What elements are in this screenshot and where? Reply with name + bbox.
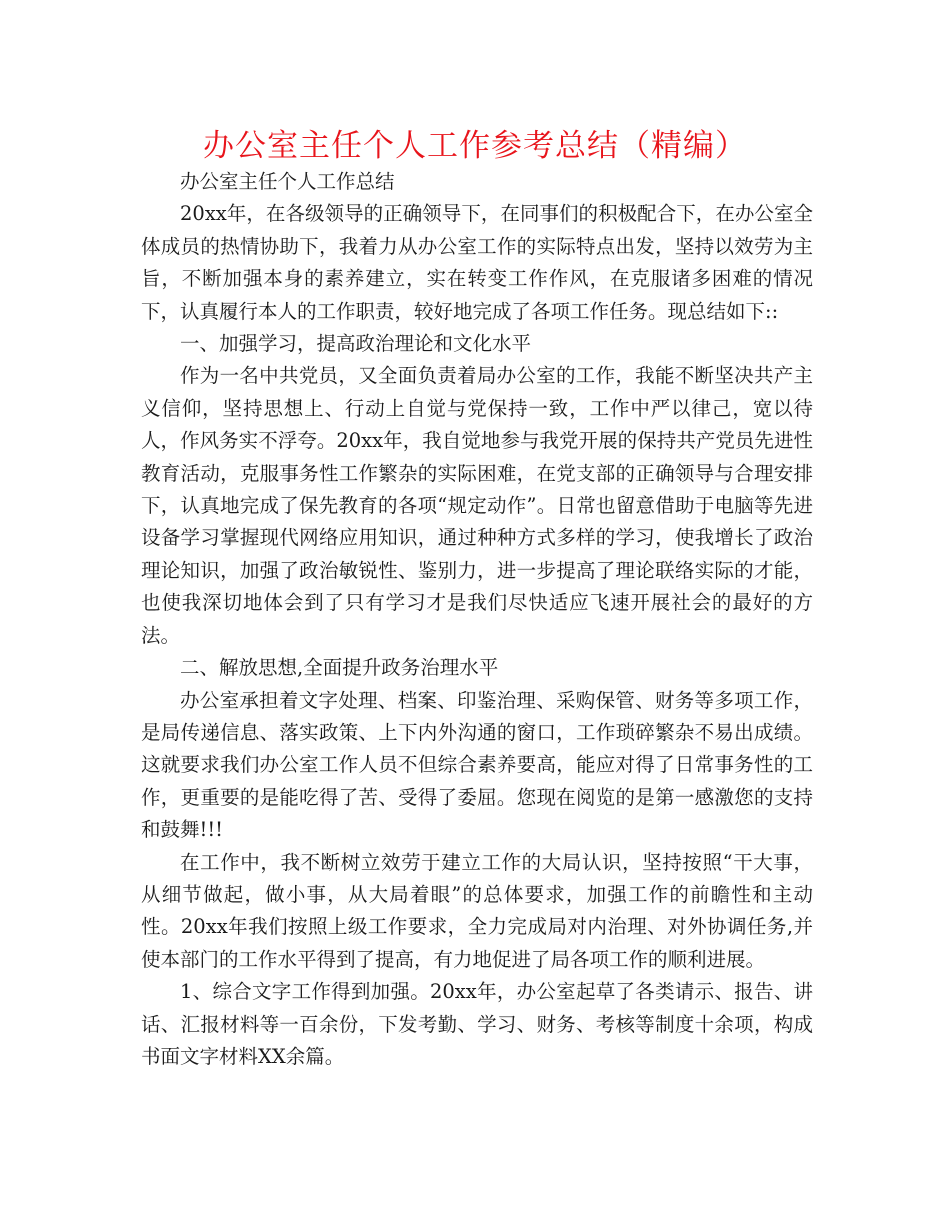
- intro-paragraph: 20xx年，在各级领导的正确领导下，在同事们的积极配合下，在办公室全体成员的热情协助下，我着力从办公室工作的实际特点出发，坚持以效劳为主旨，不断加强本身的素养建立，实在转变工作作风，在克服诸多困难的情况下，认真履行本人的工作职责，较好地完成了各项工作任务。现总结如下::: [141, 202, 813, 323]
- section-heading-1: 一、加强学习，提高政治理论和文化水平: [180, 332, 532, 356]
- body-paragraph: 办公室承担着文字处理、档案、印鉴治理、采购保管、财务等多项工作，是局传递信息、落实政策、上下内外沟通的窗口，工作琐碎繁杂不易出成绩。这就要求我们办公室工作人员不但综合素养要高，能应对得了日常事务性的工作，更重要的是能吃得了苦、受得了委屈。您现在阅览的是第一感激您的支持和鼓舞!!!: [141, 688, 813, 842]
- body-paragraph: 1、综合文字工作得到加强。20xx年，办公室起草了各类请示、报告、讲话、汇报材料等一百余份，下发考勤、学习、财务、考核等制度十余项，构成书面文字材料XX余篇。: [141, 980, 813, 1068]
- document-body: [141, 166, 813, 1073]
- body-paragraph: 在工作中，我不断树立效劳于建立工作的大局认识，坚持按照“干大事，从细节做起，做小事，从大局着眼”的总体要求，加强工作的前瞻性和主动性。20xx年我们按照上级工作要求，全力完成局对内治理、对外协调任务,并使本部门的工作水平得到了提高，有力地促进了局各项工作的顺利进展。: [141, 850, 813, 971]
- section-heading-2: 二、解放思想,全面提升政务治理水平: [180, 656, 499, 680]
- document-title: 办公室主任个人工作参考总结（精编）: [203, 128, 747, 164]
- section-subtitle: 办公室主任个人工作总结: [180, 170, 395, 193]
- body-paragraph: 作为一名中共党员，又全面负责着局办公室的工作，我能不断坚决共产主义信仰，坚持思想上、行动上自觉与党保持一致，工作中严以律己，宽以待人，作风务实不浮夸。20xx年，我自觉地参与我党开展的保持共产党员先进性教育活动，克服事务性工作繁杂的实际困难，在党支部的正确领导与合理安排下，认真地完成了保先教育的各项“规定动作”。日常也留意借助于电脑等先进设备学习掌握现代网络应用知识，通过种种方式多样的学习，使我增长了政治理论知识，加强了政治敏锐性、鉴别力，进一步提高了理论联络实际的才能，也使我深切地体会到了只有学习才是我们尽快适应飞速开展社会的最好的方法。: [141, 364, 813, 647]
